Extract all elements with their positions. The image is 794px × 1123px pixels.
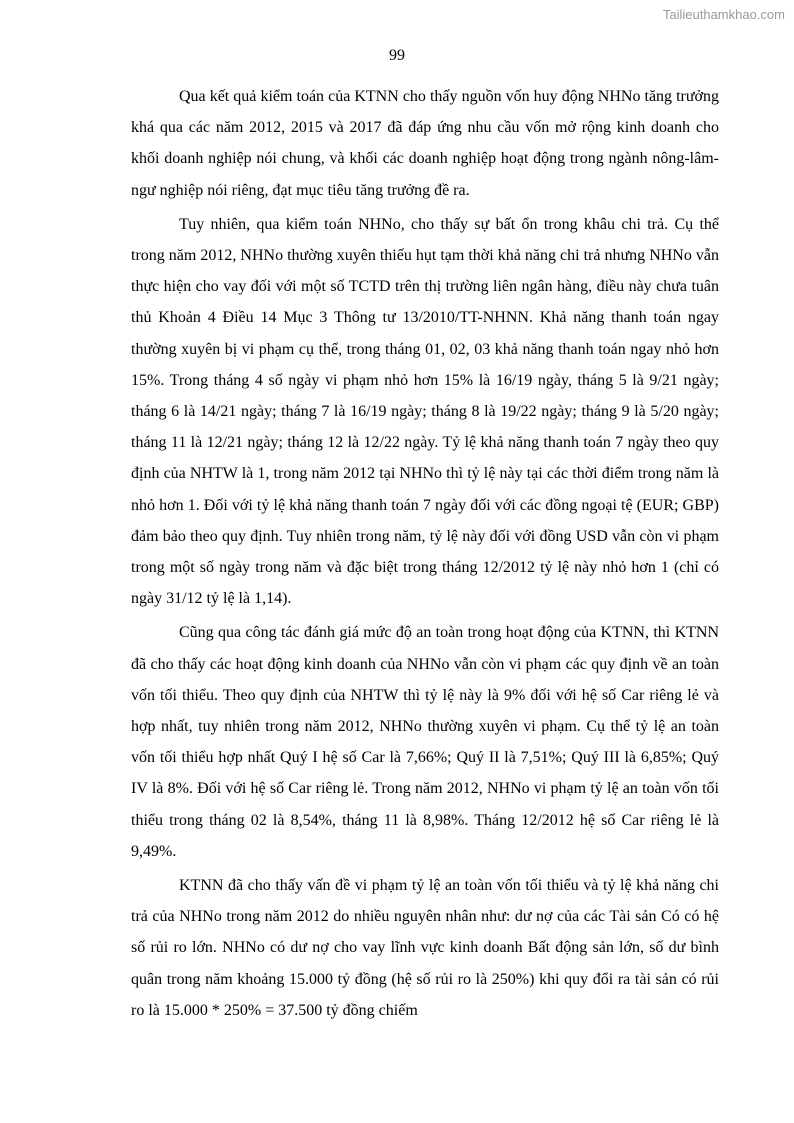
paragraph-4: KTNN đã cho thấy vấn đề vi phạm tỷ lệ an toàn vốn tối thiểu và tỷ lệ khả năng chi trả của NHNo trong năm 2012 do nhiều nguyên nhân như: dư nợ của các Tài sản Có có hệ số rủi ro lớn. NHNo có dư nợ cho vay lĩnh vực kinh doanh Bất động sản lớn, số dư bình quân trong năm khoảng 15.000 tỷ đồng (hệ số rủi ro là 250%) khi quy đổi ra tài sản có rủi ro là 15.000 * 250% = 37.500 tỷ đồng chiếm [131, 877, 719, 1019]
paragraph-2: Tuy nhiên, qua kiểm toán NHNo, cho thấy sự bất ổn trong khâu chi trả. Cụ thể trong năm 2012, NHNo thường xuyên thiếu hụt tạm thời khả năng chi trả nhưng NHNo vẫn thực hiện cho vay đối với một số TCTD trên thị trường liên ngân hàng, điều này chưa tuân thủ Khoản 4 Điều 14 Mục 3 Thông tư 13/2010/TT-NHNN. Khả năng thanh toán ngay thường xuyên bị vi phạm cụ thể, trong tháng 01, 02, 03 khả năng thanh toán ngay nhỏ hơn 15%. Trong tháng 4 số ngày vi phạm nhỏ hơn 15% là 16/19 ngày, tháng 5 là 9/21 ngày; tháng 6 là 14/21 ngày; tháng 7 là 16/19 ngày; tháng 8 là 19/22 ngày; tháng 9 là 5/20 ngày; tháng 11 là 12/21 ngày; tháng 12 là 12/22 ngày. Tỷ lệ khả năng thanh toán 7 ngày theo quy định của NHTW là 1, trong năm 2012 tại NHNo thì tỷ lệ này tại các thời điểm trong năm là nhỏ hơn 1. Đối với tỷ lệ khả năng thanh toán 7 ngày đối với các đồng ngoại tệ (EUR; GBP) đảm bảo theo quy định. Tuy nhiên trong năm, tỷ lệ này đối với đồng USD vẫn còn vi phạm trong một số ngày trong năm và đặc biệt trong tháng 12/2012 tỷ lệ này nhỏ hơn 1 (chỉ có ngày 31/12 tỷ lệ là 1,14). [131, 215, 719, 608]
watermark-text: Tailieuthamkhao.com [662, 7, 785, 22]
document-body [131, 81, 719, 1029]
paragraph-3: Cũng qua công tác đánh giá mức độ an toàn trong hoạt động của KTNN, thì KTNN đã cho thấy các hoạt động kinh doanh của NHNo vẫn còn vi phạm các quy định về an toàn vốn tối thiểu. Theo quy định của NHTW thì tỷ lệ này là 9% đối với hệ số Car riêng lẻ và hợp nhất, tuy nhiên trong năm 2012, NHNo thường xuyên vi phạm. Cụ thể tỷ lệ an toàn vốn tối thiểu hợp nhất Quý I hệ số Car là 7,66%; Quý II là 7,51%; Quý III là 6,85%; Quý IV là 8%. Đối với hệ số Car riêng lẻ. Trong năm 2012, NHNo vi phạm tỷ lệ an toàn vốn tối thiểu trong tháng 02 là 8,54%, tháng 11 là 8,98%. Tháng 12/2012 hệ số Car riêng lẻ là 9,49%. [131, 624, 719, 860]
paragraph-1: Qua kết quả kiểm toán của KTNN cho thấy nguồn vốn huy động NHNo tăng trưởng khá qua các năm 2012, 2015 và 2017 đã đáp ứng nhu cầu vốn mở rộng kinh doanh cho khối doanh nghiệp nói chung, và khối các doanh nghiệp hoạt động trong ngành nông-lâm-ngư nghiệp nói riêng, đạt mục tiêu tăng trưởng đề ra. [131, 88, 719, 199]
page-number: 99 [389, 47, 405, 64]
